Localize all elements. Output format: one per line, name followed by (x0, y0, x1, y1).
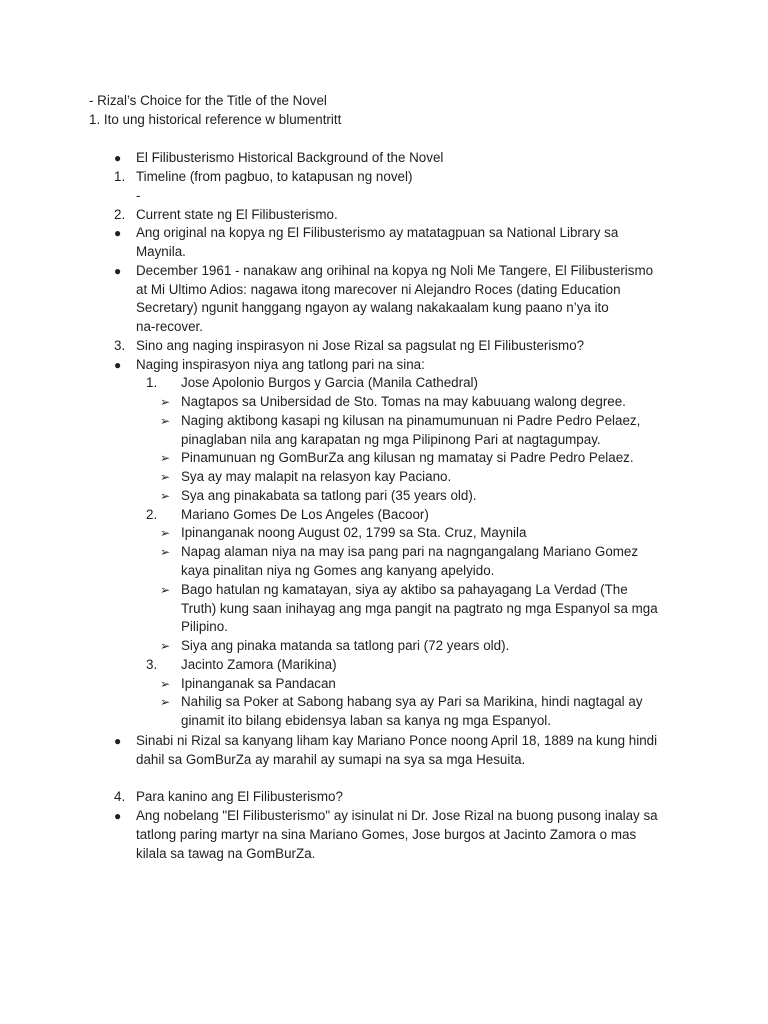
arrow-marker: ➢ (160, 695, 171, 709)
number-marker-1: 1. (146, 375, 158, 390)
arrow-marker: ➢ (160, 395, 171, 409)
number-marker-2: 2. (114, 207, 126, 222)
bullet-stolen-copy-line: Secretary) ngunit hanggang ngayon ay walang nakakaalam kung paano n’ya ito (136, 300, 609, 315)
item-inspiration-question: Sino ang naging inspirasyon ni Jose Rizal sa pagsulat ng El Filibusterismo? (136, 338, 585, 353)
bullet-historical-background: El Filibusterismo Historical Background of the Novel (136, 150, 444, 165)
arrow-marker: ➢ (160, 451, 171, 465)
bullet-stolen-copy-line: December 1961 - nanakaw ang orihinal na kopya ng Noli Me Tangere, El Filibusterismo (136, 263, 654, 278)
header-line-title-choice: - Rizal’s Choice for the Title of the Novel (89, 93, 327, 108)
bullet-three-priests: Naging inspirasyon niya ang tatlong pari na sina: (136, 357, 425, 372)
priest-fact-line: Bago hatulan ng kamatayan, siya ay aktibo sa pahayagang La Verdad (The (181, 582, 628, 597)
bullet-original-copy-line: Maynila. (136, 244, 186, 259)
priest-fact-line: kaya pinalitan niya ng Gomes ang kanyang apelyido. (181, 563, 495, 578)
bullet-marker: ● (114, 226, 122, 240)
priest-fact-line: Siya ang pinaka matanda sa tatlong pari (72 years old). (181, 638, 510, 653)
arrow-marker: ➢ (160, 489, 171, 503)
bullet-marker: ● (114, 358, 122, 372)
arrow-marker: ➢ (160, 414, 171, 428)
priest-fact-line: Ipinanganak sa Pandacan (181, 676, 336, 691)
bullet-marker: ● (114, 809, 122, 823)
bullet-rizal-letter-line: dahil sa GomBurZa ay marahil ay sumapi na sya sa mga Hesuita. (136, 752, 526, 767)
number-marker-3: 3. (114, 338, 126, 353)
priest-fact-line: Truth) kung saan inihayag ang mga pangit na pagtrato ng mga Espanyol sa mga (181, 601, 658, 616)
arrow-marker: ➢ (160, 583, 171, 597)
arrow-marker: ➢ (160, 639, 171, 653)
bullet-stolen-copy-line: na-recover. (136, 319, 203, 334)
priest-fact-line: Sya ang pinakabata sa tatlong pari (35 years old). (181, 488, 477, 503)
bullet-rizal-letter-line: Sinabi ni Rizal sa kanyang liham kay Mariano Ponce noong April 18, 1889 na kung hindi (136, 733, 658, 748)
priest-fact-line: Nagtapos sa Unibersidad de Sto. Tomas na may kabuuang walong degree. (181, 394, 626, 409)
bullet-marker: ● (114, 734, 122, 748)
item-dedication-question: Para kanino ang El Filibusterismo? (136, 789, 343, 804)
priest-fact-line: pinaglaban nila ang karapatan ng mga Pilipinong Pari at nagtagumpay. (181, 432, 601, 447)
bullet-marker: ● (114, 264, 122, 278)
priest-fact-line: Pilipino. (181, 619, 228, 634)
bullet-original-copy-line: Ang original na kopya ng El Filibusterismo ay matatagpuan sa National Library sa (136, 225, 619, 240)
priest-fact-line: ginamit ito bilang ebidensya laban sa kanya ng mga Espanyol. (181, 713, 551, 728)
item-current-state: Current state ng El Filibusterismo. (136, 207, 338, 222)
arrow-marker: ➢ (160, 677, 171, 691)
priest-fact-line: Nahilig sa Poker at Sabong habang sya ay Pari sa Marikina, hindi nagtagal ay (181, 694, 643, 709)
item-timeline: Timeline (from pagbuo, to katapusan ng novel) (136, 169, 413, 184)
priest-fact-line: Naging aktibong kasapi ng kilusan na pinamumunuan ni Padre Pedro Pelaez, (181, 413, 641, 428)
number-marker-2: 2. (146, 507, 158, 522)
number-marker-1: 1. (114, 169, 126, 184)
header-line-historical-reference: 1. Ito ung historical reference w blumentritt (89, 112, 342, 127)
number-marker-4: 4. (114, 789, 126, 804)
priest-name: Jose Apolonio Burgos y Garcia (Manila Cathedral) (181, 375, 478, 390)
priest-fact-line: Sya ay may malapit na relasyon kay Paciano. (181, 469, 452, 484)
arrow-marker: ➢ (160, 545, 171, 559)
number-marker-3: 3. (146, 657, 158, 672)
bullet-stolen-copy-line: at Mi Ultimo Adios: nagawa itong marecover ni Alejandro Roces (dating Education (136, 282, 621, 297)
priest-fact-line: Pinamunuan ng GomBurZa ang kilusan ng mamatay si Padre Pedro Pelaez. (181, 450, 634, 465)
arrow-marker: ➢ (160, 526, 171, 540)
bullet-dedication-line: kilala sa tawag na GomBurZa. (136, 846, 316, 861)
arrow-marker: ➢ (160, 470, 171, 484)
priest-fact-line: Napag alaman niya na may isa pang pari na nagngangalang Mariano Gomez (181, 544, 639, 559)
priest-name: Mariano Gomes De Los Angeles (Bacoor) (181, 507, 429, 522)
dash-marker: - (136, 188, 141, 203)
bullet-dedication-line: tatlong paring martyr na sina Mariano Gomes, Jose burgos at Jacinto Zamora o mas (136, 827, 637, 842)
bullet-dedication-line: Ang nobelang "El Filibusterismo" ay isinulat ni Dr. Jose Rizal na buong pusong inalay sa (136, 808, 658, 823)
priest-name: Jacinto Zamora (Marikina) (181, 657, 337, 672)
priest-fact-line: Ipinanganak noong August 02, 1799 sa Sta. Cruz, Maynila (181, 525, 527, 540)
bullet-marker: ● (114, 151, 122, 165)
